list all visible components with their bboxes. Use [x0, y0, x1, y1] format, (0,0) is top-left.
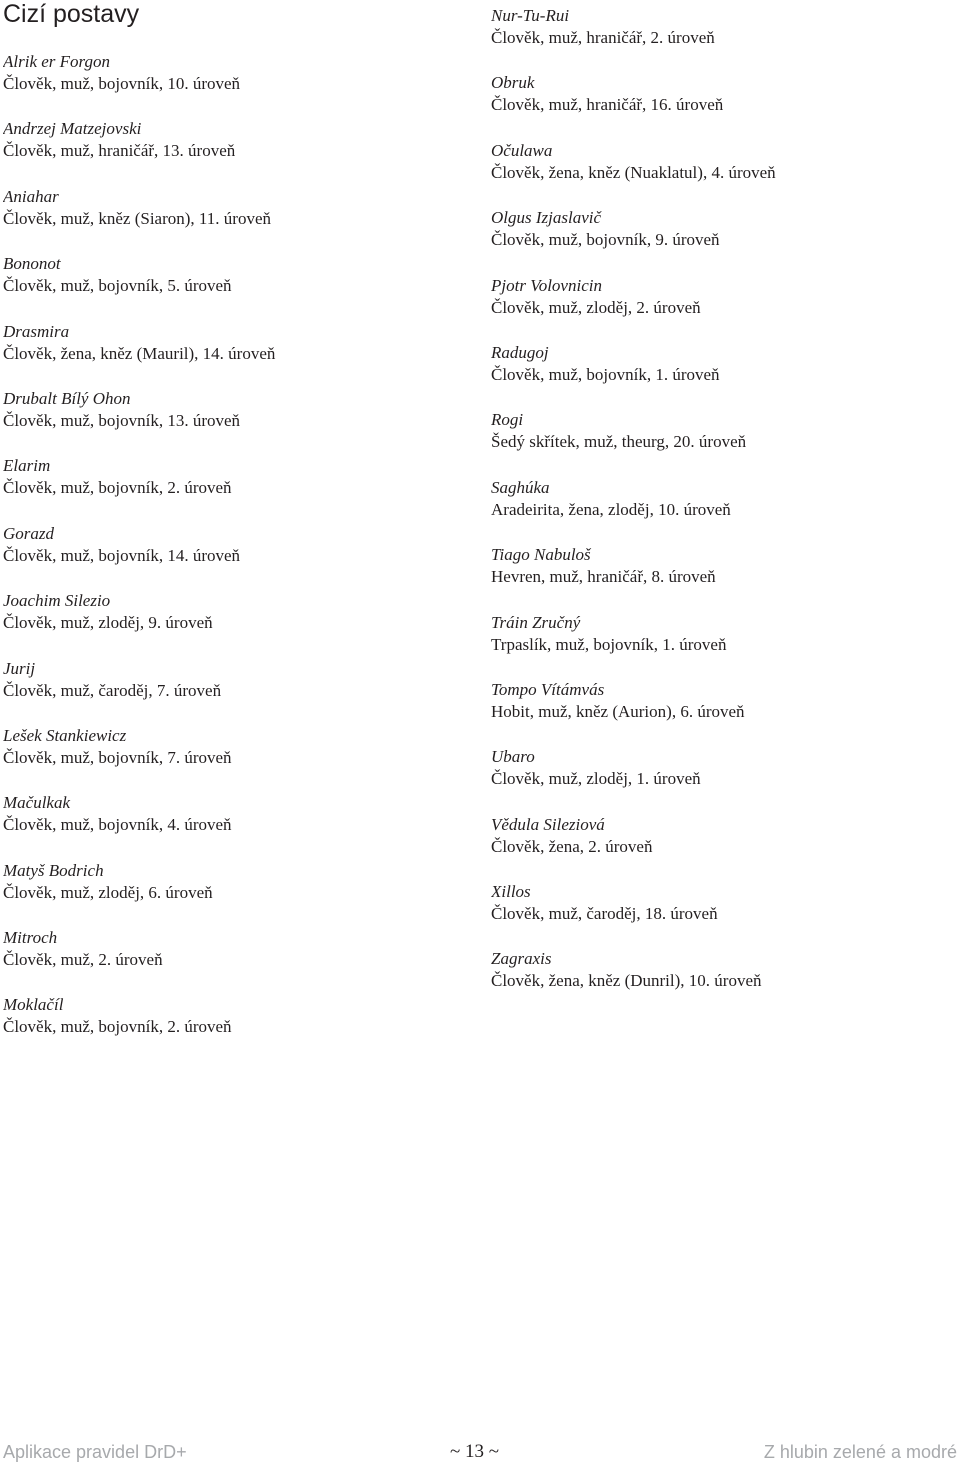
character-description: Člověk, muž, zloděj, 1. úroveň	[491, 769, 701, 789]
character-name: Bononot	[3, 254, 61, 274]
character-entry	[3, 388, 463, 455]
character-list-right	[491, 5, 951, 1016]
character-entry	[491, 409, 951, 476]
character-entry	[3, 658, 463, 725]
character-description: Člověk, muž, zloděj, 2. úroveň	[491, 297, 701, 317]
character-entry	[3, 186, 463, 253]
character-entry	[491, 746, 951, 813]
character-entry	[491, 814, 951, 881]
character-name: Tompo Vítámvás	[491, 679, 605, 699]
character-description: Člověk, muž, bojovník, 4. úroveň	[3, 815, 232, 835]
page-footer	[0, 1440, 960, 1466]
character-list-left	[3, 51, 463, 1062]
character-name: Matyš Bodrich	[3, 860, 104, 880]
character-name: Ubaro	[491, 747, 535, 767]
character-description: Člověk, muž, hraničář, 13. úroveň	[3, 141, 236, 161]
page-title: Cizí postavy	[3, 0, 140, 28]
character-name: Vědula Sileziová	[491, 814, 605, 834]
character-name: Elarim	[3, 456, 51, 476]
character-description: Člověk, žena, kněz (Dunril), 10. úroveň	[491, 971, 762, 991]
character-description: Člověk, muž, 2. úroveň	[3, 950, 163, 970]
character-name: Joachim Silezio	[3, 591, 111, 611]
footer-module-title: Z hlubin zelené a modré	[763, 1442, 957, 1462]
character-entry	[491, 544, 951, 611]
character-entry	[3, 51, 463, 118]
character-description: Člověk, muž, zloděj, 9. úroveň	[3, 613, 213, 633]
character-name: Olgus Izjaslavič	[491, 208, 602, 228]
character-name: Tráin Zručný	[491, 612, 581, 632]
character-entry	[491, 5, 951, 72]
character-description: Člověk, muž, bojovník, 13. úroveň	[3, 410, 241, 430]
character-description: Člověk, muž, hraničář, 2. úroveň	[491, 28, 715, 47]
footer-book-title: Aplikace pravidel DrD+	[3, 1442, 187, 1462]
character-name: Drasmira	[3, 321, 70, 341]
character-description: Trpaslík, muž, bojovník, 1. úroveň	[491, 634, 727, 654]
character-description: Člověk, žena, kněz (Mauril), 14. úroveň	[3, 343, 276, 363]
character-description: Člověk, muž, bojovník, 1. úroveň	[491, 364, 720, 384]
character-name: Radugoj	[491, 342, 549, 362]
character-name: Tiago Nabuloš	[491, 545, 591, 565]
character-entry	[3, 994, 463, 1061]
character-description: Člověk, muž, bojovník, 9. úroveň	[491, 230, 720, 250]
character-name: Pjotr Volovnicin	[491, 275, 602, 295]
character-entry	[3, 455, 463, 522]
character-entry	[3, 792, 463, 859]
character-description: Šedý skřítek, muž, theurg, 20. úroveň	[491, 432, 747, 452]
character-name: Mačulkak	[3, 793, 71, 813]
character-entry	[491, 881, 951, 948]
character-entry	[3, 927, 463, 994]
character-entry	[3, 253, 463, 320]
character-name: Xillos	[491, 882, 531, 902]
character-entry	[3, 118, 463, 185]
character-name: Očulawa	[491, 140, 553, 160]
character-entry	[3, 590, 463, 657]
character-name: Jurij	[3, 658, 36, 678]
character-description: Člověk, muž, bojovník, 2. úroveň	[3, 1017, 232, 1037]
character-name: Alrik er Forgon	[3, 52, 111, 71]
character-description: Člověk, žena, kněz (Nuaklatul), 4. úroveň	[491, 162, 776, 182]
character-entry	[491, 342, 951, 409]
character-entry	[491, 207, 951, 274]
character-name: Saghúka	[491, 477, 550, 497]
character-description: Člověk, muž, čaroděj, 7. úroveň	[3, 680, 222, 700]
character-name: Zagraxis	[491, 949, 552, 969]
character-description: Člověk, muž, bojovník, 2. úroveň	[3, 478, 232, 498]
character-description: Člověk, muž, bojovník, 7. úroveň	[3, 747, 232, 767]
character-entry	[491, 275, 951, 342]
character-description: Hevren, muž, hraničář, 8. úroveň	[491, 567, 716, 587]
character-description: Člověk, muž, kněz (Siaron), 11. úroveň	[3, 208, 271, 228]
character-name: Aniahar	[3, 186, 59, 206]
character-name: Rogi	[491, 410, 524, 430]
character-name: Gorazd	[3, 523, 55, 543]
character-entry	[3, 321, 463, 388]
character-entry	[3, 725, 463, 792]
character-description: Člověk, muž, čaroděj, 18. úroveň	[491, 904, 718, 924]
character-entry	[3, 523, 463, 590]
character-description: Člověk, muž, bojovník, 5. úroveň	[3, 276, 232, 296]
character-description: Člověk, muž, zloděj, 6. úroveň	[3, 882, 213, 902]
page-number: ~ 13 ~	[450, 1441, 500, 1462]
character-name: Obruk	[491, 73, 535, 93]
character-name: Andrzej Matzejovski	[3, 119, 142, 139]
character-name: Moklačíl	[3, 995, 64, 1015]
character-entry	[491, 612, 951, 679]
character-name: Lešek Stankiewicz	[3, 725, 127, 745]
character-description: Člověk, žena, 2. úroveň	[491, 836, 653, 856]
character-entry	[3, 860, 463, 927]
character-entry	[491, 477, 951, 544]
character-description: Člověk, muž, hraničář, 16. úroveň	[491, 95, 724, 115]
character-name: Mitroch	[3, 928, 58, 948]
character-entry	[491, 72, 951, 139]
character-description: Člověk, muž, bojovník, 14. úroveň	[3, 545, 241, 565]
character-entry	[491, 679, 951, 746]
character-name: Drubalt Bílý Ohon	[3, 388, 131, 408]
character-entry	[491, 140, 951, 207]
character-name: Nur-Tu-Rui	[491, 6, 570, 25]
character-description: Hobit, muž, kněz (Aurion), 6. úroveň	[491, 701, 745, 721]
character-entry	[491, 948, 951, 1015]
character-description: Člověk, muž, bojovník, 10. úroveň	[3, 74, 241, 93]
character-description: Aradeirita, žena, zloděj, 10. úroveň	[491, 499, 731, 519]
